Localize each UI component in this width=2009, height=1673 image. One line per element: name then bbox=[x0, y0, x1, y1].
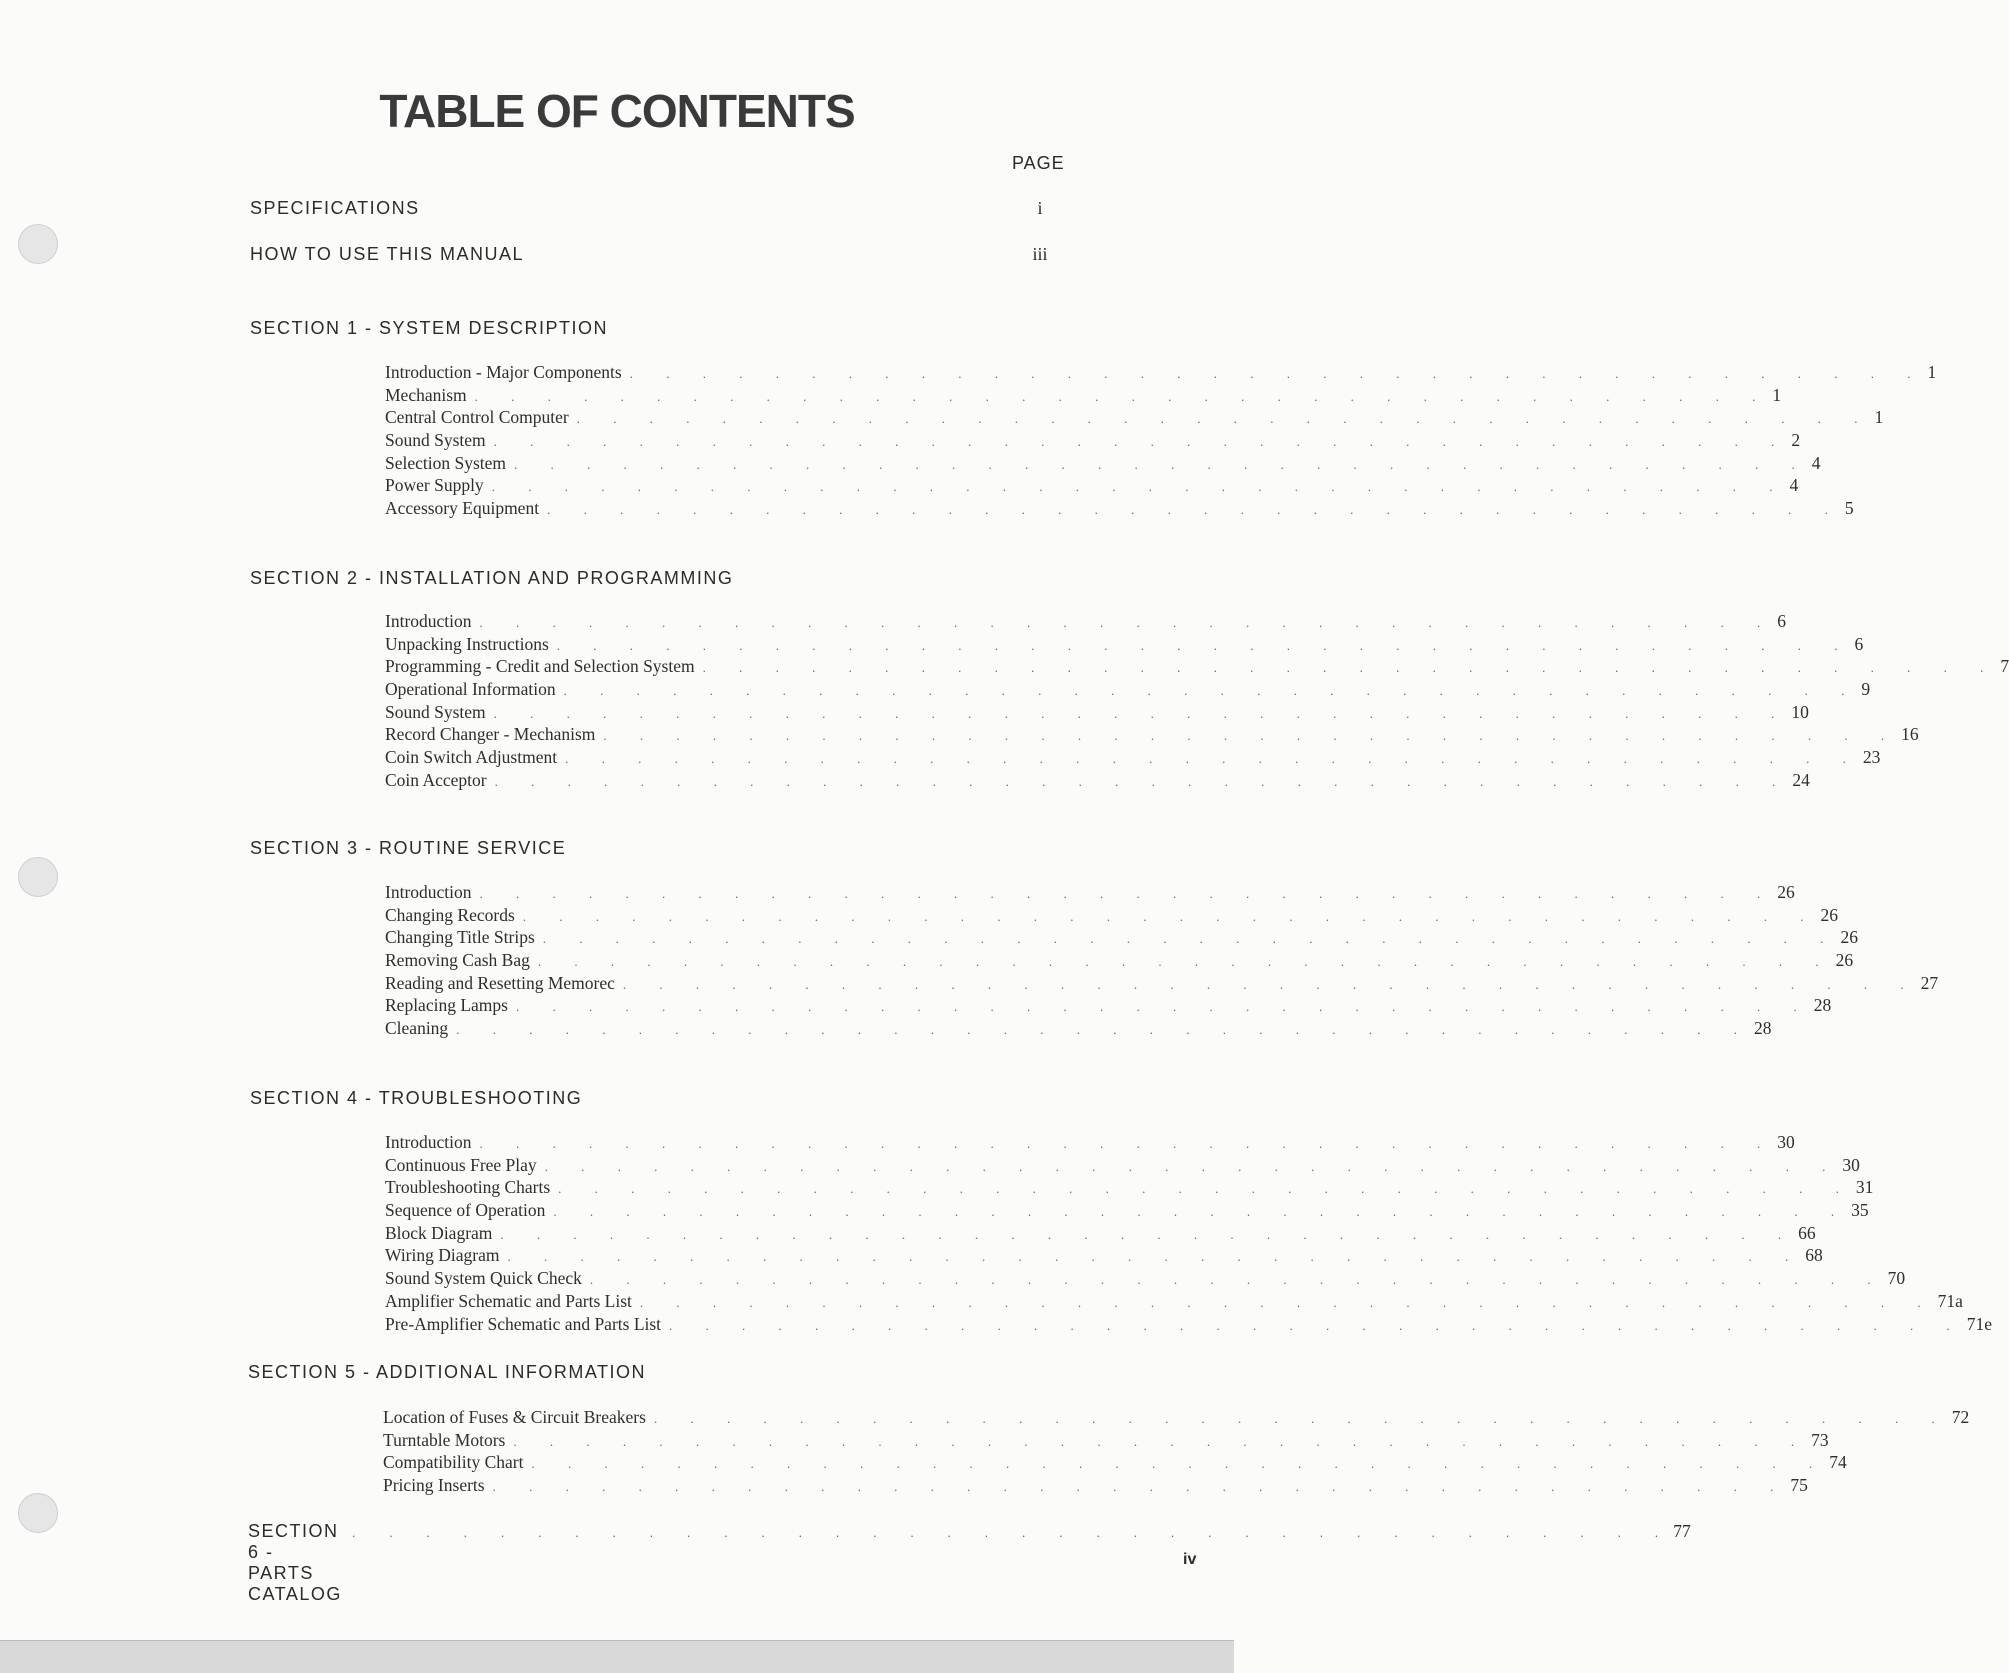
entry-label: Programming - Credit and Selection System bbox=[385, 656, 695, 677]
dot-leader: . . . . . . . . . . . . . . . . . . . . . . . . . . . . . . . . . . . . bbox=[515, 999, 1812, 1015]
entry-label: Introduction bbox=[385, 882, 472, 902]
entry-page: 35 bbox=[1851, 1200, 1869, 1221]
toc-row bbox=[385, 611, 1787, 634]
dot-leader: . . . . . . . . . . . . . . . . . . . . . . . . . . . . . . . . . . . . bbox=[351, 1525, 1674, 1540]
entry-label: Location of Fuses & Circuit Breakers bbox=[383, 1407, 646, 1427]
toc-row bbox=[383, 1452, 1847, 1475]
entry-page: 2 bbox=[1791, 430, 1801, 451]
entry-label: Amplifier Schematic and Parts List bbox=[385, 1290, 632, 1311]
entry-page: 71e bbox=[1966, 1313, 1993, 1334]
entry-label: Pre-Amplifier Schematic and Parts List bbox=[385, 1313, 662, 1334]
section-heading-1: SECTION 1 - SYSTEM DESCRIPTION bbox=[250, 318, 609, 338]
entry-label: SECTION 6 - PARTS CATALOG bbox=[248, 1521, 342, 1604]
entry-label: Wiring Diagram bbox=[385, 1245, 500, 1266]
page-title: TABLE OF CONTENTS bbox=[379, 85, 855, 137]
toc-row bbox=[385, 362, 1937, 385]
section-heading-3: SECTION 3 - ROUTINE SERVICE bbox=[250, 838, 567, 858]
section-1-entries bbox=[385, 362, 1937, 521]
entry-page: 30 bbox=[1842, 1154, 1860, 1175]
toc-row bbox=[385, 384, 1782, 408]
entry-page: 71a bbox=[1937, 1290, 1963, 1311]
toc-row bbox=[385, 927, 1859, 950]
toc-row bbox=[385, 724, 1919, 747]
toc-row bbox=[385, 1200, 1869, 1223]
dot-leader: . . . . . . . . . . . . . . . . . . . . . . . . . . . . . . . . . . . . bbox=[563, 683, 1860, 699]
toc-row bbox=[385, 656, 2009, 679]
toc-entry-specifications bbox=[250, 198, 1060, 219]
entry-label: Introduction - Major Components bbox=[385, 362, 622, 382]
toc-row bbox=[385, 995, 1832, 1018]
entry-label: SPECIFICATIONS bbox=[250, 198, 420, 218]
toc-row bbox=[385, 407, 1884, 430]
toc-row bbox=[385, 498, 1854, 521]
entry-page: 23 bbox=[1862, 747, 1881, 768]
dot-leader: . . . . . . . . . . . . . . . . . . . . . . . . . . . . . . . . . . . . bbox=[565, 751, 1861, 767]
dot-leader: . . . . . . . . . . . . . . . . . . . . . . . . . . . . . . . . . . . . bbox=[669, 1317, 1965, 1333]
toc-row bbox=[383, 1475, 1808, 1498]
toc-row bbox=[385, 1313, 1993, 1337]
section-4-entries bbox=[385, 1132, 1993, 1336]
toc-row bbox=[385, 430, 1801, 453]
entry-label: Operational Information bbox=[385, 679, 556, 700]
dot-leader: . . . . . . . . . . . . . . . . . . . . . . . . . . . . . . . . . . . . bbox=[513, 1433, 1810, 1449]
entry-label: Coin Acceptor bbox=[385, 769, 487, 790]
dot-leader: . . . . . . . . . . . . . . . . . . . . . . . . . . . . . . . . . . . . bbox=[479, 615, 1776, 630]
toc-entry-how-to-use bbox=[250, 244, 1060, 265]
entry-page: 16 bbox=[1901, 724, 1919, 745]
toc-row bbox=[385, 1268, 1906, 1291]
dot-leader: . . . . . . . . . . . . . . . . . . . . . . . . . . . . . . . . . . . . bbox=[493, 434, 1790, 450]
dot-leader: . . . . . . . . . . . . . . . . . . . . . . . . . . . . . . . . . . . . bbox=[556, 637, 1853, 653]
entry-page: 26 bbox=[1835, 950, 1854, 971]
entry-page: 6 bbox=[1854, 633, 1864, 654]
dot-leader: . . . . . . . . . . . . . . . . . . . . . . . . . . . . . . . . . . . . bbox=[479, 1136, 1776, 1151]
entry-label: Continuous Free Play bbox=[385, 1154, 537, 1175]
entry-label: Sound System Quick Check bbox=[385, 1268, 582, 1289]
entry-page: 75 bbox=[1790, 1475, 1808, 1496]
toc-row bbox=[385, 701, 1809, 725]
dot-leader: . . . . . . . . . . . . . . . . . . . . . . . . . . . . . . . . . . . . bbox=[537, 954, 1834, 970]
entry-page: 66 bbox=[1798, 1222, 1816, 1243]
dot-leader: . . . . . . . . . . . . . . . . . . . . . . . . . . . . . . . . . . . . bbox=[522, 908, 1819, 924]
dot-leader: . . . . . . . . . . . . . . . . . . . . . . . . . . . . . . . . . . . . bbox=[702, 660, 1999, 676]
dot-leader: . . . . . . . . . . . . . . . . . . . . . . . . . . . . . . . . . . . . bbox=[639, 1294, 1936, 1310]
entry-page: 4 bbox=[1811, 452, 1821, 473]
entry-label: Record Changer - Mechanism bbox=[385, 724, 596, 745]
entry-label: Changing Records bbox=[385, 904, 515, 925]
entry-page: 31 bbox=[1855, 1177, 1874, 1198]
dot-leader: . . . . . . . . . . . . . . . . . . . . . . . . . . . . . . . . . . . . bbox=[544, 1158, 1841, 1174]
entry-page: 10 bbox=[1791, 701, 1809, 722]
toc-row bbox=[385, 1132, 1795, 1155]
entry-page: 70 bbox=[1887, 1268, 1906, 1289]
entry-label: Replacing Lamps bbox=[385, 995, 508, 1016]
dot-leader: . . . . . . . . . . . . . . . . . . . . . . . . . . . . . . . . . . . . bbox=[576, 411, 1873, 427]
entry-page: 26 bbox=[1777, 882, 1795, 902]
entry-label: Compatibility Chart bbox=[383, 1452, 524, 1473]
entry-label: Removing Cash Bag bbox=[385, 950, 530, 971]
binder-hole-top bbox=[18, 224, 58, 264]
dot-leader: . . . . . . . . . . . . . . . . . . . . . . . . . . . . . . . . . . . . bbox=[629, 366, 1926, 381]
entry-page: 1 bbox=[1927, 362, 1937, 382]
entry-label: Selection System bbox=[385, 452, 507, 473]
toc-row bbox=[385, 679, 1871, 702]
dot-leader: . . . . . . . . . . . . . . . . . . . . . . . . . . . . . . . . . . . . bbox=[474, 388, 1771, 404]
entry-page: 73 bbox=[1811, 1429, 1829, 1450]
entry-label: Turntable Motors bbox=[383, 1429, 506, 1450]
toc-row bbox=[385, 1154, 1860, 1178]
dot-leader: . . . . . . . . . . . . . . . . . . . . . . . . . . . . . . . . . . . . bbox=[507, 1249, 1804, 1265]
toc-row bbox=[385, 633, 1864, 657]
entry-page: 72 bbox=[1951, 1407, 1970, 1427]
entry-page: 28 bbox=[1753, 1018, 1772, 1039]
toc-row bbox=[385, 1245, 1823, 1268]
entry-page: 4 bbox=[1789, 475, 1799, 496]
entry-page: iii bbox=[1032, 244, 1048, 264]
dot-leader: . . . . . . . . . . . . . . . . . . . . . . . . . . . . . . . . . . . . bbox=[589, 1272, 1886, 1288]
dot-leader: . . . . . . . . . . . . . . . . . . . . . . . . . . . . . . . . . . . . bbox=[494, 773, 1791, 789]
entry-label: Sound System bbox=[385, 701, 486, 722]
toc-row bbox=[385, 1222, 1816, 1246]
section-heading-2: SECTION 2 - INSTALLATION AND PROGRAMMING bbox=[250, 568, 734, 588]
toc-row bbox=[385, 452, 1821, 476]
dot-leader: . . . . . . . . . . . . . . . . . . . . . . . . . . . . . . . . . . . . bbox=[531, 1456, 1828, 1472]
entry-page: 28 bbox=[1813, 995, 1832, 1016]
dot-leader: . . . . . . . . . . . . . . . . . . . . . . . . . . . . . . . . . . . . bbox=[493, 705, 1790, 721]
entry-label: Pricing Inserts bbox=[383, 1475, 485, 1496]
dot-leader: . . . . . . . . . . . . . . . . . . . . . . . . . . . . . . . . . . . . bbox=[653, 1411, 1950, 1426]
section-heading-4: SECTION 4 - TROUBLESHOOTING bbox=[250, 1088, 583, 1108]
section-heading-5: SECTION 5 - ADDITIONAL INFORMATION bbox=[248, 1362, 647, 1382]
toc-row bbox=[385, 747, 1881, 770]
toc-row bbox=[385, 769, 1810, 793]
toc-row bbox=[385, 475, 1799, 498]
entry-label: Reading and Resetting Memorec bbox=[385, 972, 615, 993]
scan-edge bbox=[0, 1640, 1234, 1673]
toc-row bbox=[383, 1407, 1970, 1430]
entry-page: 26 bbox=[1840, 927, 1859, 948]
dot-leader: . . . . . . . . . . . . . . . . . . . . . . . . . . . . . . . . . . . . bbox=[553, 1204, 1850, 1220]
dot-leader: . . . . . . . . . . . . . . . . . . . . . . . . . . . . . . . . . . . . bbox=[514, 456, 1810, 472]
toc-row bbox=[385, 972, 1939, 996]
entry-label: Mechanism bbox=[385, 384, 467, 405]
entry-label: Introduction bbox=[385, 1132, 472, 1152]
entry-page: 27 bbox=[1920, 972, 1939, 993]
entry-label: Cleaning bbox=[385, 1018, 449, 1039]
entry-label: Introduction bbox=[385, 611, 472, 631]
entry-page: i bbox=[1037, 198, 1043, 218]
entry-page: 68 bbox=[1805, 1245, 1823, 1266]
dot-leader: . . . . . . . . . . . . . . . . . . . . . . . . . . . . . . . . . . . . bbox=[492, 1479, 1789, 1495]
entry-label: Power Supply bbox=[385, 475, 484, 496]
entry-page: 74 bbox=[1829, 1452, 1847, 1473]
section-5-entries bbox=[383, 1407, 1970, 1498]
dot-leader: . . . . . . . . . . . . . . . . . . . . . . . . . . . . . . . . . . . . bbox=[622, 976, 1919, 992]
dot-leader: . . . . . . . . . . . . . . . . . . . . . . . . . . . . . . . . . . . . bbox=[456, 1022, 1752, 1038]
entry-page: 1 bbox=[1874, 407, 1884, 428]
toc-row bbox=[385, 950, 1854, 973]
section-3-entries bbox=[385, 882, 1939, 1041]
entry-page: 77 bbox=[1673, 1521, 1691, 1541]
dot-leader: . . . . . . . . . . . . . . . . . . . . . . . . . . . . . . . . . . . . bbox=[491, 479, 1788, 495]
entry-page: 1 bbox=[1772, 384, 1782, 405]
toc-row bbox=[385, 1290, 1963, 1314]
entry-label: Accessory Equipment bbox=[385, 498, 540, 519]
binder-hole-middle bbox=[18, 857, 58, 897]
dot-leader: . . . . . . . . . . . . . . . . . . . . . . . . . . . . . . . . . . . . bbox=[542, 931, 1839, 947]
entry-label: Unpacking Instructions bbox=[385, 633, 549, 654]
binder-hole-bottom bbox=[18, 1493, 58, 1533]
section-2-entries bbox=[385, 611, 2009, 793]
toc-row bbox=[383, 1429, 1829, 1453]
toc-row bbox=[385, 882, 1795, 905]
entry-label: Central Control Computer bbox=[385, 407, 569, 428]
entry-page: 26 bbox=[1820, 904, 1839, 925]
toc-row bbox=[385, 904, 1839, 928]
entry-page: 9 bbox=[1861, 679, 1871, 700]
entry-label: Block Diagram bbox=[385, 1222, 493, 1243]
dot-leader: . . . . . . . . . . . . . . . . . . . . . . . . . . . . . . . . . . . . bbox=[558, 1181, 1854, 1197]
entry-label: Changing Title Strips bbox=[385, 927, 535, 948]
dot-leader: . . . . . . . . . . . . . . . . . . . . . . . . . . . . . . . . . . . . bbox=[500, 1226, 1797, 1242]
dot-leader: . . . . . . . . . . . . . . . . . . . . . . . . . . . . . . . . . . . . bbox=[603, 728, 1900, 744]
entry-page: 6 bbox=[1777, 611, 1787, 631]
toc-row bbox=[385, 1018, 1772, 1041]
entry-label: Sequence of Operation bbox=[385, 1200, 546, 1221]
entry-label: Coin Switch Adjustment bbox=[385, 747, 558, 768]
entry-page: 5 bbox=[1844, 498, 1854, 519]
entry-label: Troubleshooting Charts bbox=[385, 1177, 551, 1198]
page-number: iv bbox=[1183, 1551, 1197, 1568]
entry-page: 24 bbox=[1792, 769, 1810, 790]
page-column-header: PAGE bbox=[1012, 153, 1065, 173]
dot-leader: . . . . . . . . . . . . . . . . . . . . . . . . . . . . . . . . . . . . bbox=[547, 502, 1843, 518]
entry-page: 30 bbox=[1777, 1132, 1795, 1152]
toc-row bbox=[385, 1177, 1874, 1200]
dot-leader: . . . . . . . . . . . . . . . . . . . . . . . . . . . . . . . . . . . . bbox=[479, 886, 1776, 901]
entry-label: Sound System bbox=[385, 430, 486, 451]
entry-label: HOW TO USE THIS MANUAL bbox=[250, 244, 525, 264]
entry-page: 7 bbox=[2000, 656, 2009, 677]
